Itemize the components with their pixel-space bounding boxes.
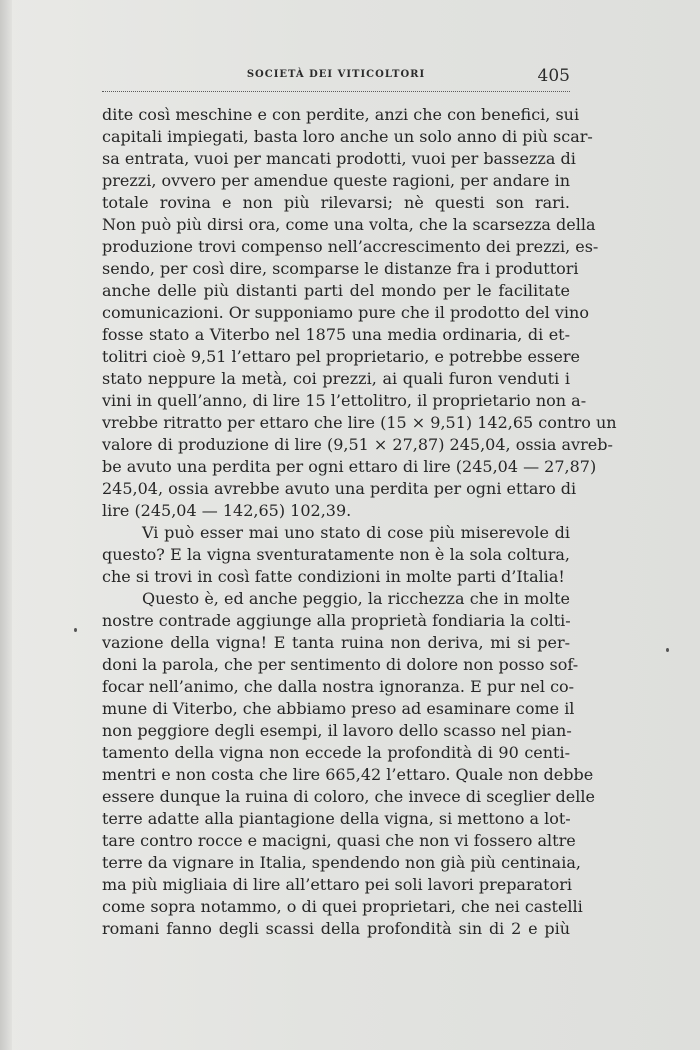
text-line: sendo, per così dire, scomparse le distanze fra i produttori (102, 259, 579, 278)
text-line: prezzi, ovvero per amendue queste ragioni, per andare in (102, 171, 570, 190)
text-line: mentri e non costa che lire 665,42 l’ettaro. Quale non debbe (102, 765, 594, 784)
page-gutter-shadow (0, 0, 12, 1050)
text-line: essere dunque la ruina di coloro, che invece di sceglier delle (102, 787, 595, 806)
text-line: questo? E la vigna sventuratamente non è la sola coltura, (102, 545, 570, 564)
text-line: dite così meschine e con perdite, anzi che con benefici, sui (102, 105, 580, 124)
text-line: doni la parola, che per sentimento di dolore non posso sof- (102, 655, 579, 674)
text-line: stato neppure la metà, coi prezzi, ai quali furon venduti i (102, 369, 570, 388)
text-line: non peggiore degli esempi, il lavoro dello scasso nel pian- (102, 721, 572, 740)
text-line: vini in quell’anno, di lire 15 l’ettolitro, il proprietario non a- (102, 391, 587, 410)
text-line: tolitri cioè 9,51 l’ettaro pel proprietario, e potrebbe essere (102, 347, 580, 366)
text-line: focar nell’animo, che dalla nostra ignoranza. E pur nel co- (102, 677, 575, 696)
text-line: anche delle più distanti parti del mondo per le facilitate (102, 281, 570, 300)
text-line: tare contro rocce e macigni, quasi che non vi fossero altre (102, 831, 576, 850)
text-line: lire (245,04 — 142,65) 102,39. (102, 501, 352, 520)
text-line: terre da vignare in Italia, spendendo non già più centinaia, (102, 853, 581, 872)
text-line: tamento della vigna non eccede la profondità di 90 centi- (102, 743, 570, 762)
text-line: mune di Viterbo, che abbiamo preso ad esaminare come il (102, 699, 575, 718)
text-line: nostre contrade aggiunge alla proprietà fondiaria la colti- (102, 611, 571, 630)
text-line: totale rovina e non più rilevarsi; nè questi son rari. (102, 193, 570, 212)
text-line: be avuto una perdita per ogni ettaro di lire (245,04 — 27,87) (102, 457, 597, 476)
text-line: che si trovi in così fatte condizioni in molte parti d’Italia! (102, 567, 565, 586)
text-line: terre adatte alla piantagione della vigna, si mettono a lot- (102, 809, 571, 828)
body-text (102, 104, 617, 940)
text-line: comunicazioni. Or supponiamo pure che il prodotto del vino (102, 303, 589, 322)
header-rule (102, 91, 570, 92)
page-header (102, 66, 570, 92)
running-title: SOCIETÀ DEI VITICOLTORI (246, 69, 426, 80)
text-line: vrebbe ritratto per ettaro che lire (15 × 9,51) 142,65 contro un (102, 413, 617, 432)
page-number: 405 (537, 66, 570, 86)
text-line: come sopra notammo, o di quei proprietari, che nei castelli (102, 897, 583, 916)
text-line: vazione della vigna! E tanta ruina non deriva, mi si per- (102, 633, 570, 652)
text-line: romani fanno degli scassi della profondità sin di 2 e più (102, 919, 570, 938)
text-line: produzione trovi compenso nell’accrescimento dei prezzi, es- (102, 237, 599, 256)
text-line: Non può più dirsi ora, come una volta, che la scarsezza della (102, 215, 596, 234)
text-line: Questo è, ed anche peggio, la ricchezza che in molte (142, 589, 570, 608)
text-line: ma più migliaia di lire all’ettaro pei soli lavori preparatori (102, 875, 572, 894)
text-line: valore di produzione di lire (9,51 × 27,87) 245,04, ossia avreb- (102, 435, 613, 454)
text-line: capitali impiegati, basta loro anche un solo anno di più scar- (102, 127, 593, 146)
text-line: 245,04, ossia avrebbe avuto una perdita per ogni ettaro di (102, 479, 577, 498)
paper-speck (74, 628, 77, 632)
text-line: sa entrata, vuoi per mancati prodotti, vuoi per bassezza di (102, 149, 576, 168)
paper-speck (666, 648, 669, 652)
text-line: fosse stato a Viterbo nel 1875 una media ordinaria, di et- (102, 325, 570, 344)
text-line: Vi può esser mai uno stato di cose più miserevole di (142, 523, 570, 542)
